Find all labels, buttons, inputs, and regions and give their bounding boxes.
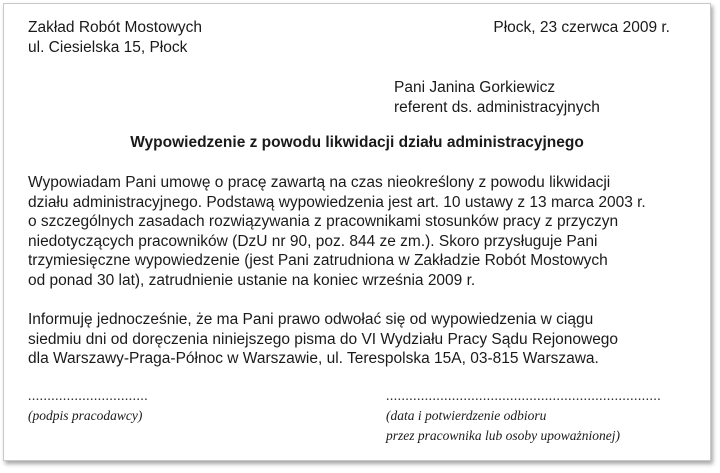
body-line: o szczególnych zasadach rozwiązywania z pracownikami stosunków pracy z przyczyn	[28, 213, 619, 230]
body-paragraph-2	[28, 310, 708, 369]
signature-dotted-line: .......................................................................	[386, 388, 662, 403]
body-line: Informuję jednocześnie, że ma Pani prawo odwołać się od wypowiedzenia w ciągu	[28, 311, 594, 328]
body-line: od ponad 30 lat), zatrudnienie ustanie na koniec września 2009 r.	[28, 271, 476, 289]
sender-address: ul. Ciesielska 15, Płock	[28, 39, 188, 56]
signature-dotted-line: ...............................	[28, 388, 149, 403]
recipient-name: Pani Janina Gorkiewicz	[394, 79, 556, 96]
body-line: trzymiesięczne wypowiedzenie (jest Pani zatrudniona w Zakładzie Robót Mostowych	[28, 252, 608, 269]
body-line: Wypowiadam Pani umowę o pracę zawartą na czas nieokreślony z powodu likwidacji	[28, 174, 611, 191]
recipient-block	[394, 78, 600, 118]
recipient-position: referent ds. administracyjnych	[394, 99, 600, 116]
sender-company: Zakład Robót Mostowych	[28, 19, 203, 36]
employer-signature-block	[28, 386, 148, 426]
letter-page	[3, 3, 711, 461]
letter-title: Wypowiedzenie z powodu likwidacji działu administracyjnego	[130, 134, 584, 151]
body-paragraph-1	[28, 173, 708, 290]
place-date: Płock, 23 czerwca 2009 r.	[493, 19, 670, 36]
body-line: niedotyczących pracowników (DzU nr 90, poz. 844 ze zm.). Skoro przysługuje Pani	[28, 232, 598, 250]
employer-signature-caption: (podpis pracodawcy)	[28, 408, 143, 423]
receipt-signature-block	[386, 386, 661, 446]
sender-block	[28, 18, 202, 58]
receipt-caption-line: przez pracownika lub osoby upoważnionej)	[386, 428, 620, 443]
body-line: dla Warszawy-Praga-Północ w Warszawie, ul. Terespolska 15A, 03-815 Warszawa.	[28, 350, 599, 367]
body-line: działu administracyjnego. Podstawą wypowiedzenia jest art. 10 ustawy z 13 marca 2003 r.	[28, 193, 646, 211]
body-line: siedmiu dni od doręczenia niniejszego pisma do VI Wydziału Pracy Sądu Rejonowego	[28, 330, 619, 348]
receipt-caption-line: (data i potwierdzenie odbioru	[386, 408, 547, 423]
